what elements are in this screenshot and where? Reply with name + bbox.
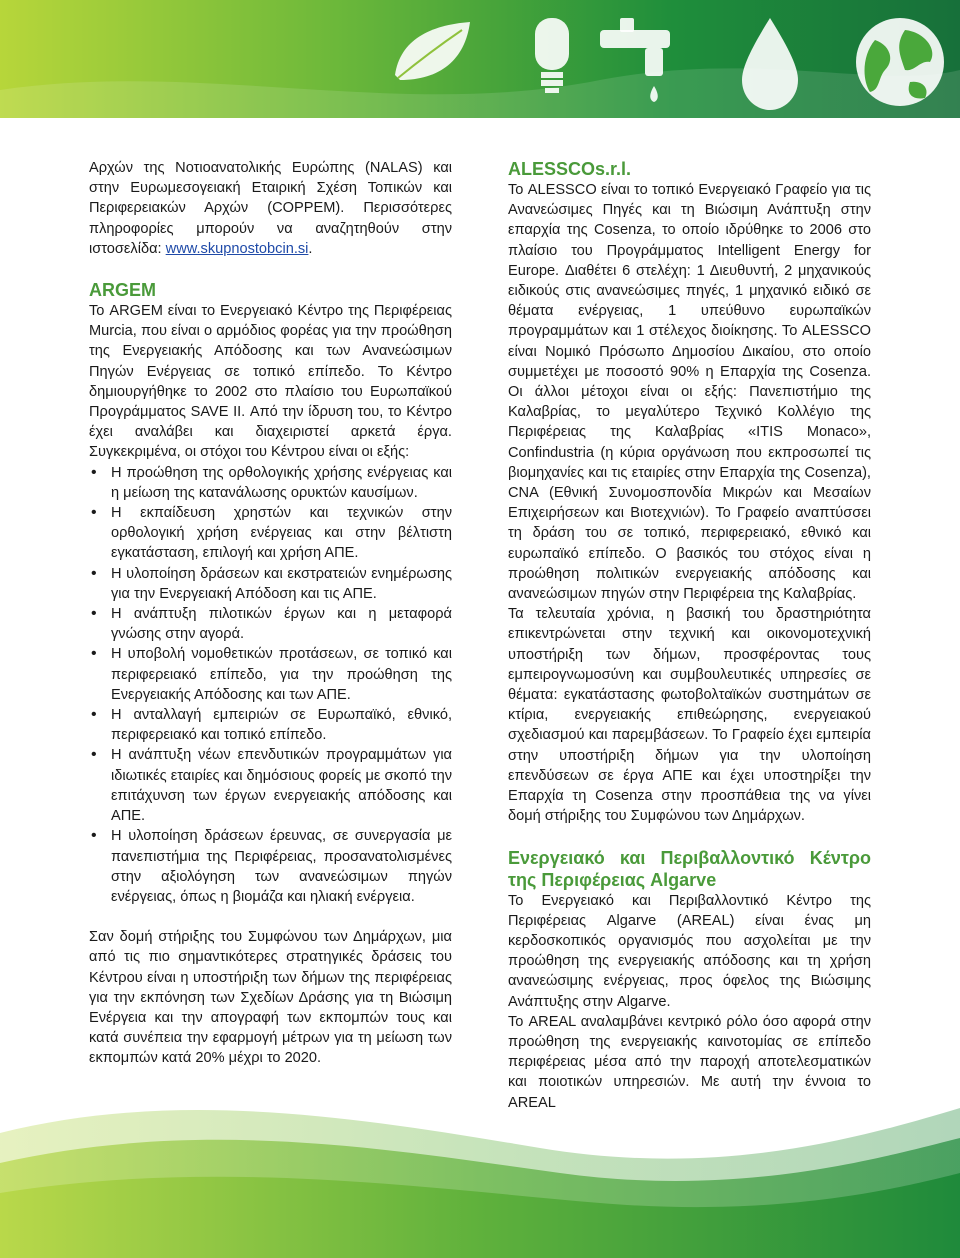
argem-heading: ARGEM [89, 280, 156, 301]
right-column [508, 158, 871, 1113]
list-item: • Η υποβολή νομοθετικών προτάσεων, σε τοπικό και περιφερειακό επίπεδο, για την προώθηση της Ενεργειακής Απόδοσης και των ΑΠΕ. [89, 644, 452, 705]
link-suffix: . [308, 240, 313, 257]
alessco-paragraph-2: Τα τελευταία χρόνια, η βασική του δραστηριότητα επικεντρώνεται στην τεχνική και οικονομοτεχνική υποστήριξη των δήμων, προσφέροντας τους εμπειρογνωμοσύνη και συμβουλευτικές υπηρεσίες σε θέματα: εγκατάστασης φωτοβολταϊκών συστημάτων σε κτίρια, ενεργειακής επιθεώρησης, ενεργειακού σχεδιασμού και παρεμβάσεων. Το Γραφείο έχει εμπειρία στην υποστήριξη δήμων για την υλοποίηση επενδύσεων σε έργα ΑΠΕ και έχει υποστηρίξει την Επαρχία τη Cosenza στην προσπάθεια της να γίνει δομή στήριξης του Συμφώνου των Δημάρχων. [508, 606, 871, 825]
areal-paragraph-1: Το Ενεργειακό και Περιβαλλοντικό Κέντρο της Περιφέρειας Algarve (AREAL) είναι ένας μη κερδοσκοπικός οργανισμός που ασχολείται με την προώθηση της ενεργειακής απόδοσης και τη χρήση ανανεώσιμης ενέργειας, προς όφελος της Βιώσιμης Ανάπτυξης στην Algarve. [508, 892, 871, 1010]
intro-text: Αρχών της Νοτιοανατολικής Ευρώπης (NALAS) και στην Ευρωμεσογειακή Εταιρική Σχέση Τοπικών και Περιφερειακών Αρχών (COPPEM). Περισσότερες πληροφορίες μπορούν να αναζητηθούν στην ιστοσελίδα: [89, 160, 452, 257]
list-item: • Η ανάπτυξη πιλοτικών έργων και η μεταφορά γνώσης στην αγορά. [89, 604, 452, 644]
list-item: • Η ανταλλαγή εμπειριών σε Ευρωπαϊκό, εθνικό, περιφερειακό και τοπικό επίπεδο. [89, 705, 452, 745]
argem-goals-list [89, 463, 452, 907]
skupnostobcin-link[interactable]: www.skupnostobcin.si [165, 240, 309, 257]
lightbulb-icon [535, 18, 569, 93]
water-drop-icon [742, 18, 798, 110]
footer-wave [0, 1078, 960, 1258]
list-item: • Η προώθηση της ορθολογικής χρήσης ενέργειας και η μείωση της κατανάλωσης ορυκτών καυσίμων. [89, 463, 452, 503]
footer-wave-artwork [0, 1078, 960, 1258]
alessco-paragraph-1: Το ALESSCO είναι το τοπικό Ενεργειακό Γραφείο για τις Ανανεώσιμες Πηγές και τη Βιώσιμη Ανάπτυξη στην επαρχία της Cosenza, το οποίο ιδρύθηκε το 2006 στο πλαίσιο του Προγράμματος Intelligent Energy for Europe. Διαθέτει 6 στελέχη: 1 Διευθυντή, 2 μηχανικούς ειδικούς στις ανανεώσιμες πηγές, 1 μηχανικό ειδικό σε θέματα ενέργειας, 1 υπεύθυνο ευρωπαϊκών προγραμμάτων και 1 στέλεχος διοίκησης. Το ALESSCO είναι Νομικό Πρόσωπο Δημοσίου Δικαίου, στο οποίο συμμετέχει με ποσοστό 90% η Επαρχία της Cosenza. Οι άλλοι μέτοχοι είναι οι εξής: Πανεπιστήμιο της Καλαβρίας, το μεγαλύτερο Τεχνικό Κολλέγιο της Περιφέρειας της Καλαβρίας «ITIS Monaco», Confindustria (η κύρια οργάνωση που εκπροσωπεί τις βιομηχανίες και τις εταιρίες στην Επαρχία της Cosenza), CNA (Εθνική Συνομοσπονδία Μικρών και Μεσαίων Επιχειρήσεων και Βιοτεχνιών). Το Γραφείο αναπτύσσει τη δράση του σε τοπικό, περιφερειακό, εθνικό και ευρωπαϊκό επίπεδο. Ο βασικός του στόχος είναι η προώθηση πολιτικών ενεργειακής απόδοσης και ανανεώσιμων πηγών στην Περιφέρεια της Καλαβρίας. [508, 182, 871, 603]
left-column [89, 158, 452, 1069]
list-item: • Η υλοποίηση δράσεων και εκστρατειών ενημέρωσης για την Ενεργειακή Απόδοση και τις ΑΠΕ. [89, 564, 452, 604]
list-item: • Η ανάπτυξη νέων επενδυτικών προγραμμάτων για ιδιωτικές εταιρίες και δημόσιους φορείς με σκοπό την επιτάχυνση των έργων ενεργειακής απόδοσης και ΑΠΕ. [89, 745, 452, 826]
argem-paragraph: Το ARGEM είναι το Ενεργειακό Κέντρο της Περιφέρειας Murcia, που είναι ο αρμόδιος φορέας για την προώθηση της Ενεργειακής Απόδοσης και των Ανανεώσιμων Πηγών Ενέργειας σε τοπικό επίπεδο. Το Κέντρο δημιουργήθηκε το 2002 στο πλαίσιο του Ευρωπαϊκού Προγράμματος SAVE II. Από την ίδρυση του, το Κέντρο έχει αναλάβει και διαχειριστεί αρκετά έργα. Συγκεκριμένα, οι στόχοι του Κέντρου είναι οι εξής: [89, 303, 452, 461]
areal-paragraph-2: Το AREAL αναλαμβάνει κεντρικό ρόλο όσο αφορά στην προώθηση της ενεργειακής καινοτομίας σε επίπεδο περιφέρειας μέσα από την παροχή αποτελεσματικών και ποιοτικών υπηρεσιών. Με αυτή την έννοια το AREAL [508, 1013, 871, 1111]
list-item: • Η εκπαίδευση χρηστών και τεχνικών στην ορθολογική χρήση ενέργειας και στην βέλτιστη εγκατάσταση, επιλογή και χρήση ΑΠΕ. [89, 503, 452, 564]
banner-artwork [0, 0, 960, 118]
alessco-heading: ALESSCOs.r.l. [508, 159, 632, 179]
areal-heading: Ενεργειακό και Περιβαλλοντικό Κέντρο της Περιφέρειας Algarve [508, 847, 871, 890]
globe-icon [856, 18, 944, 106]
header-banner [0, 0, 960, 118]
leaf-icon [395, 22, 470, 80]
list-item: • Η υλοποίηση δράσεων έρευνας, σε συνεργασία με πανεπιστήμια της Περιφέρειας, προσανατολισμένες στην αξιολόγηση των ανανεώσιμων πηγών ενέργειας, όπως η βιομάζα και ηλιακή ενέργεια. [89, 826, 452, 907]
closing-paragraph: Σαν δομή στήριξης του Συμφώνου των Δημάρχων, μια από τις πιο σημαντικότερες στρατηγικές δράσεις του Κέντρου είναι η υποστήριξη των δήμων της περιφέρειας για την εκπόνηση των Σχεδίων Δράσης για τη Βιώσιμη Ενέργεια και την απογραφή των εκπομπών τους και κατά συνέπεια την εφαρμογή μέτρων για τη μείωση των εκπομπών κατά 20% μέχρι το 2020. [89, 929, 452, 1067]
intro-paragraph [89, 158, 452, 259]
